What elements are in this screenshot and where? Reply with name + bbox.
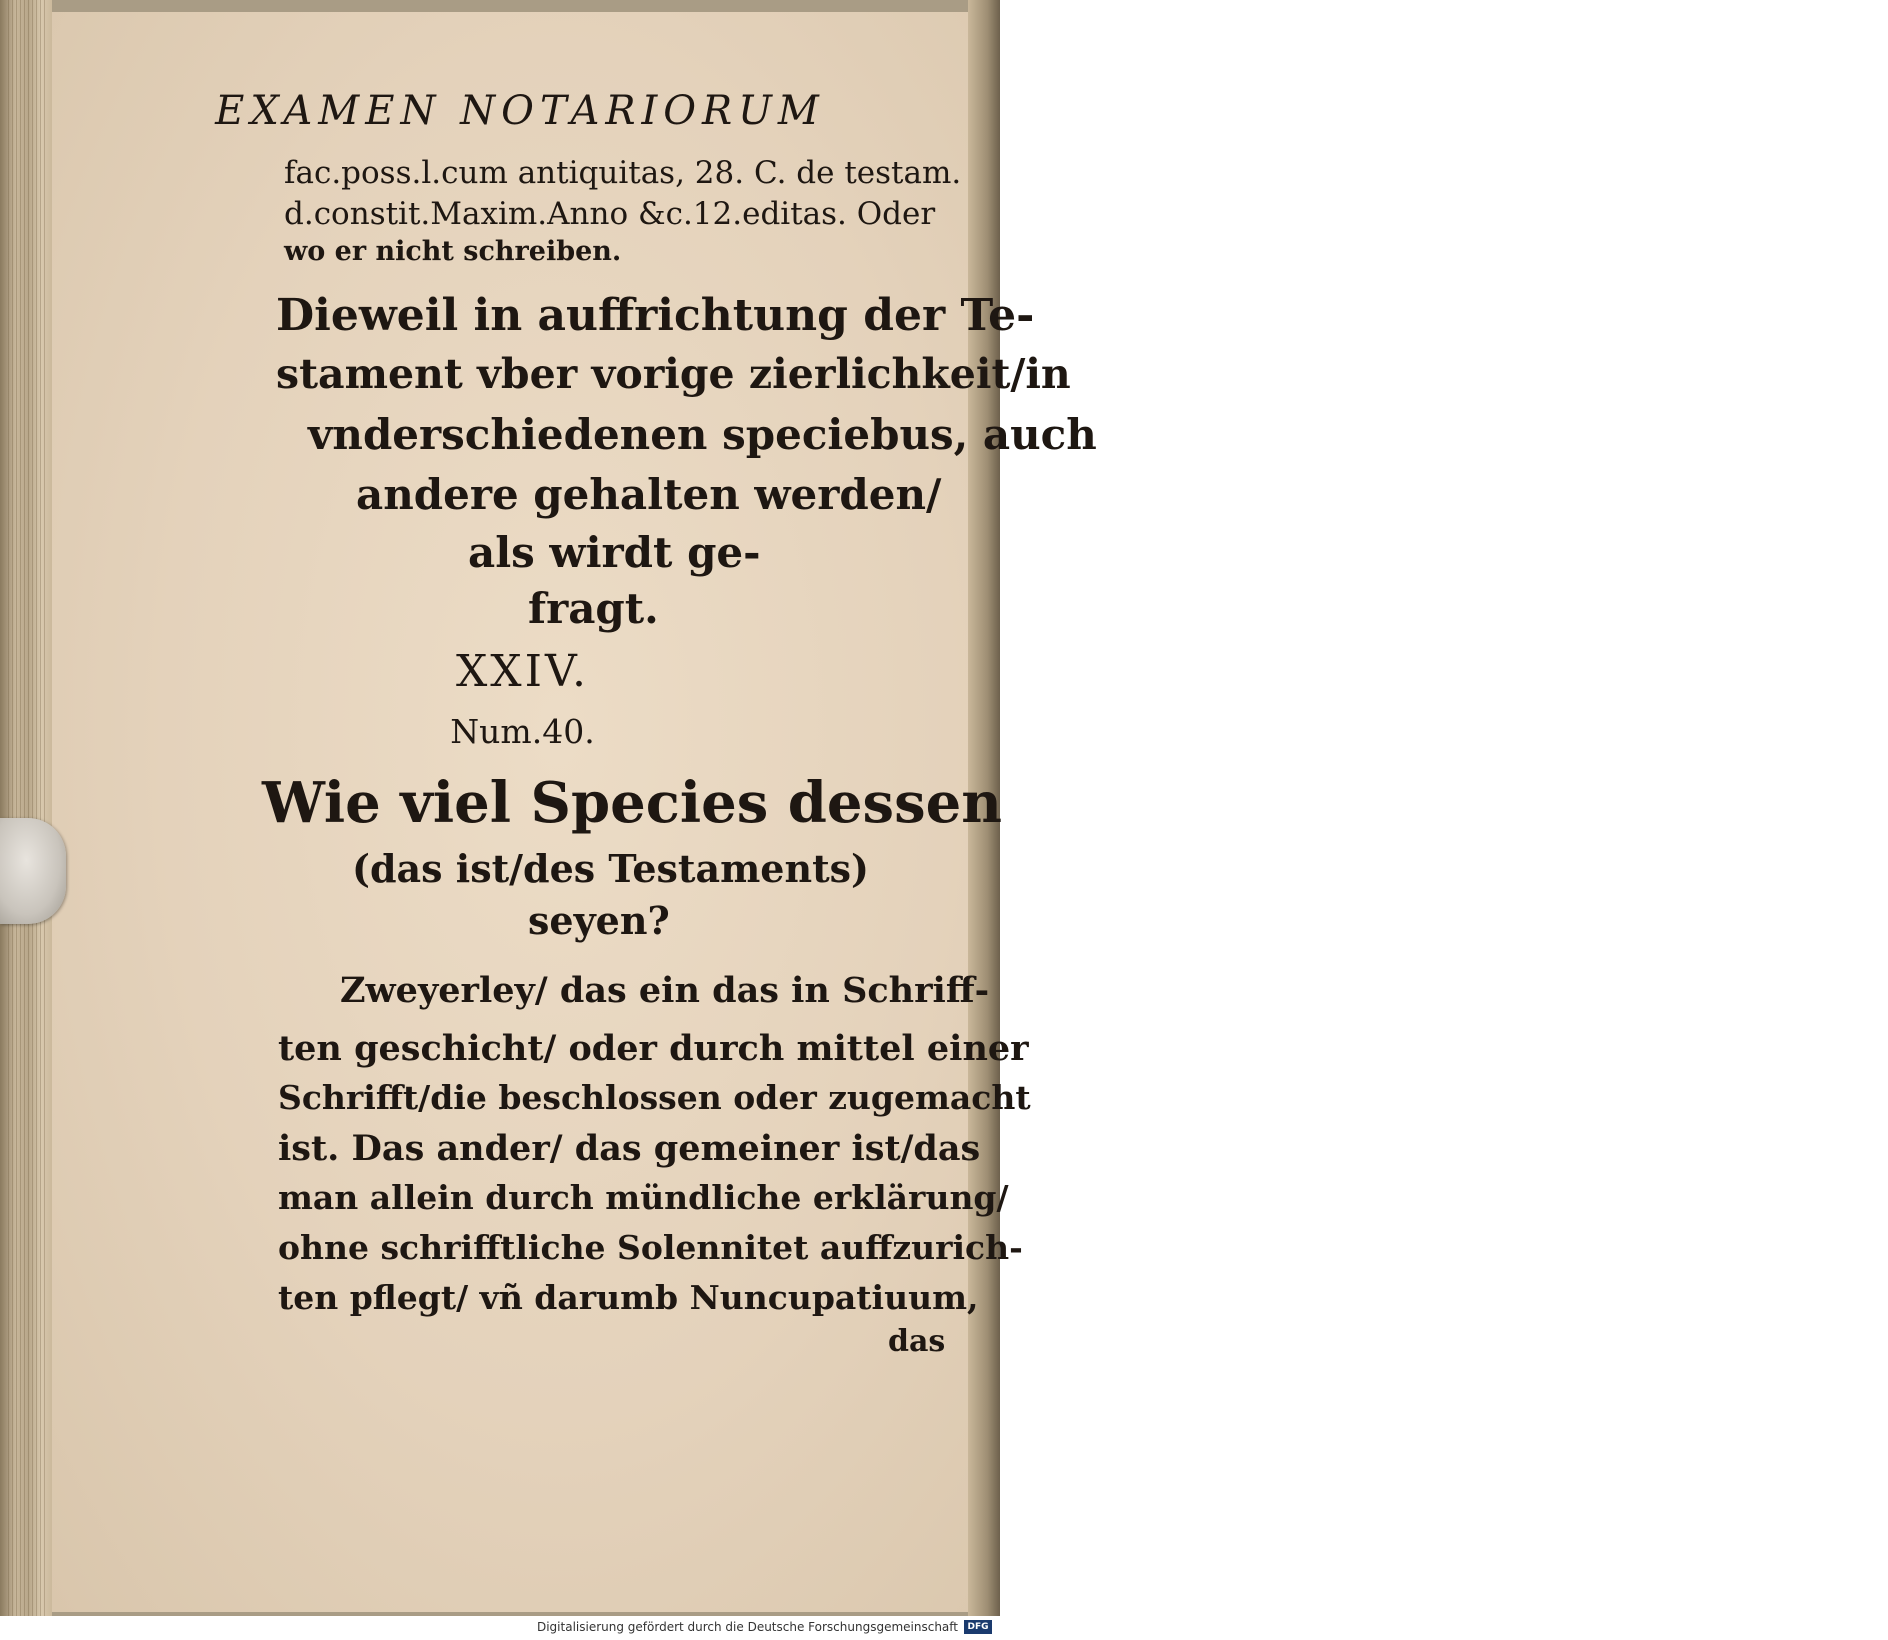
section-number: Num.40. bbox=[450, 712, 595, 751]
heading-line: Dieweil in auffrichtung der Te- bbox=[276, 290, 1035, 341]
section-numeral: XXIV. bbox=[455, 646, 590, 697]
catchword: das bbox=[888, 1324, 946, 1359]
book-clip bbox=[0, 818, 66, 924]
text-line: d.constit.Maxim.Anno &c.12.editas. Oder bbox=[284, 196, 936, 232]
heading-line: als wirdt ge- bbox=[468, 528, 761, 577]
question-line: seyen? bbox=[528, 898, 670, 943]
heading-line: fragt. bbox=[528, 584, 659, 633]
body-line: Zweyerley/ das ein das in Schriff- bbox=[340, 970, 990, 1011]
body-line: ist. Das ander/ das gemeiner ist/das bbox=[278, 1128, 981, 1169]
text-line: wo er nicht schreiben. bbox=[284, 236, 622, 267]
heading-line: andere gehalten werden/ bbox=[356, 470, 942, 519]
body-line: ohne schrifftliche Solennitet auffzurich- bbox=[278, 1228, 1023, 1267]
question-line: (das ist/des Testaments) bbox=[352, 846, 870, 891]
heading-line: stament vber vorige zierlichkeit/in bbox=[276, 350, 1071, 398]
heading-line: vnderschiedenen speciebus, auch bbox=[308, 410, 1097, 459]
question-line: Wie viel Species dessen bbox=[262, 770, 1002, 836]
text-line: fac.poss.l.cum antiquitas, 28. C. de testam. bbox=[284, 155, 962, 191]
body-line: ten pflegt/ vñ darumb Nuncupatiuum, bbox=[278, 1278, 979, 1317]
footer-bar bbox=[0, 1616, 1000, 1640]
running-header: EXAMEN NOTARIORUM bbox=[215, 88, 825, 134]
page-stack-lines bbox=[8, 0, 48, 1616]
body-line: man allein durch mündliche erklärung/ bbox=[278, 1178, 1009, 1217]
body-line: Schrifft/die beschlossen oder zugemacht bbox=[278, 1078, 1031, 1117]
funding-note: Digitalisierung gefördert durch die Deutsche Forschungsgemeinschaft bbox=[536, 1620, 958, 1634]
dfg-logo: DFG bbox=[964, 1620, 992, 1634]
body-line: ten geschicht/ oder durch mittel einer bbox=[278, 1028, 1029, 1069]
